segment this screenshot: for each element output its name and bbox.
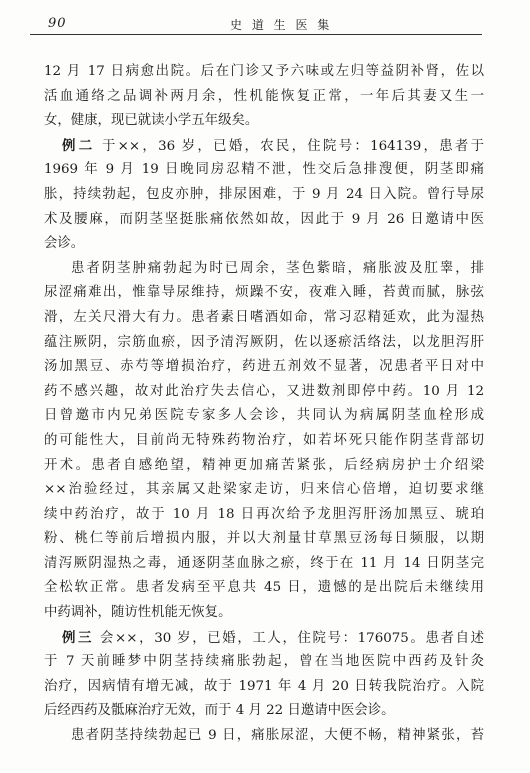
text-line: 药不感兴趣，故对此治疗失去信心，又进数剂即停中药。10 月 12 xyxy=(44,383,484,399)
text-line: 尿涩痛难出，惟靠导尿维持，烦躁不安，夜难入睡，苔黄而腻，脉弦 xyxy=(44,285,484,301)
text-line: ××治验经过，其亲属又赴梁家走访，归来信心倍增，迫切要求继 xyxy=(44,482,484,498)
text-line: 中药调补，随访性机能无恢复。 xyxy=(44,605,232,621)
running-title: 史 道 生 医 集 xyxy=(230,18,333,32)
text-line: 的可能性大，目前尚无特殊药物治疗，如若坏死只能作阴茎背部切 xyxy=(44,432,484,448)
text-line: 术及腰麻，而阴茎坚挺胀痛依然如故，因此于 9 月 26 日邀请中医 xyxy=(44,211,484,227)
case-2-label: 例二 xyxy=(62,137,96,154)
text-line: 续中药治疗，故于 10 月 18 日再次给予龙胆泻肝汤加黑豆、琥珀 xyxy=(44,506,484,522)
text-line: 会××，30 岁，已婚，工人，住院号：176075。患者自述 xyxy=(100,630,484,646)
text-line: 汤加黑豆、赤芍等增损治疗，药进五剂效不显著，况患者平日对中 xyxy=(44,359,484,375)
text-line: 蕴注厥阴，宗筋血瘀，因予清泻厥阴，佐以逐瘀活络法，以龙胆泻肝 xyxy=(44,334,484,350)
text-line: 治疗，因病情有增无减，故于 1971 年 4 月 20 日转我院治疗。入院 xyxy=(44,678,484,694)
text-line: 清泻厥阴湿热之毒，通逐阴茎血脉之瘀，终于在 11 月 14 日阴茎完 xyxy=(44,555,484,571)
case-3-heading-line xyxy=(44,626,484,651)
text-line: 开术。患者自感绝望，精神更加痛苦紧张，后经病房护士介绍梁 xyxy=(44,457,484,473)
text-line: 1969 年 9 月 19 日晚同房忍精不泄，性交后急排溲便，阴茎即痛 xyxy=(44,162,484,178)
page-header xyxy=(30,14,482,35)
text-line: 患者阴茎持续勃起已 9 日，痛胀尿涩，大便不畅，精神紧张，苔 xyxy=(71,728,484,744)
text-line: 活血通络之品调补两月余，性机能恢复正常，一年后其妻又生一 xyxy=(44,88,484,104)
case-2-heading-line xyxy=(44,134,484,159)
text-line: 滑，左关尺滑大有力。患者素日嗜酒如命，常习忍精延欢，此为湿热 xyxy=(44,309,484,325)
text-line: 胀，持续勃起，包皮亦肿，排尿困难，于 9 月 24 日入院。曾行导尿 xyxy=(44,186,484,202)
page-number: 90 xyxy=(48,16,67,31)
text-line: 女，健康，现已就读小学五年级矣。 xyxy=(44,113,259,129)
text-line: 全松软正常。患者发病至平息共 45 日，遗憾的是出院后未继续用 xyxy=(44,580,484,596)
text-line: 12 月 17 日病愈出院。后在门诊又予六味或左归等益阴补肾，佐以 xyxy=(44,64,484,79)
text-line: 后经西药及骶麻治疗无效，而于 4 月 22 日邀请中医会诊。 xyxy=(44,703,395,719)
text-line: 于 7 天前睡梦中阴茎持续痛胀勃起，曾在当地医院中西药及针灸 xyxy=(44,654,484,670)
text-line: 日曾邀市内兄弟医院专家多人会诊，共同认为病属阴茎血栓形成 xyxy=(44,408,484,424)
text-line: 患者阴茎肿痛勃起为时已周余，茎色紫暗，痛胀波及肛睾，排 xyxy=(71,260,484,276)
text-line: 于××，36 岁，已婚，农民，住院号：164139，患者于 xyxy=(101,138,484,154)
text-line: 会诊。 xyxy=(44,236,85,252)
page-body xyxy=(44,60,484,749)
case-3-label: 例三 xyxy=(62,629,95,646)
text-line: 粉、桃仁等前后增损内服，并以大剂量甘草黑豆汤每日频服，以期 xyxy=(44,531,484,547)
